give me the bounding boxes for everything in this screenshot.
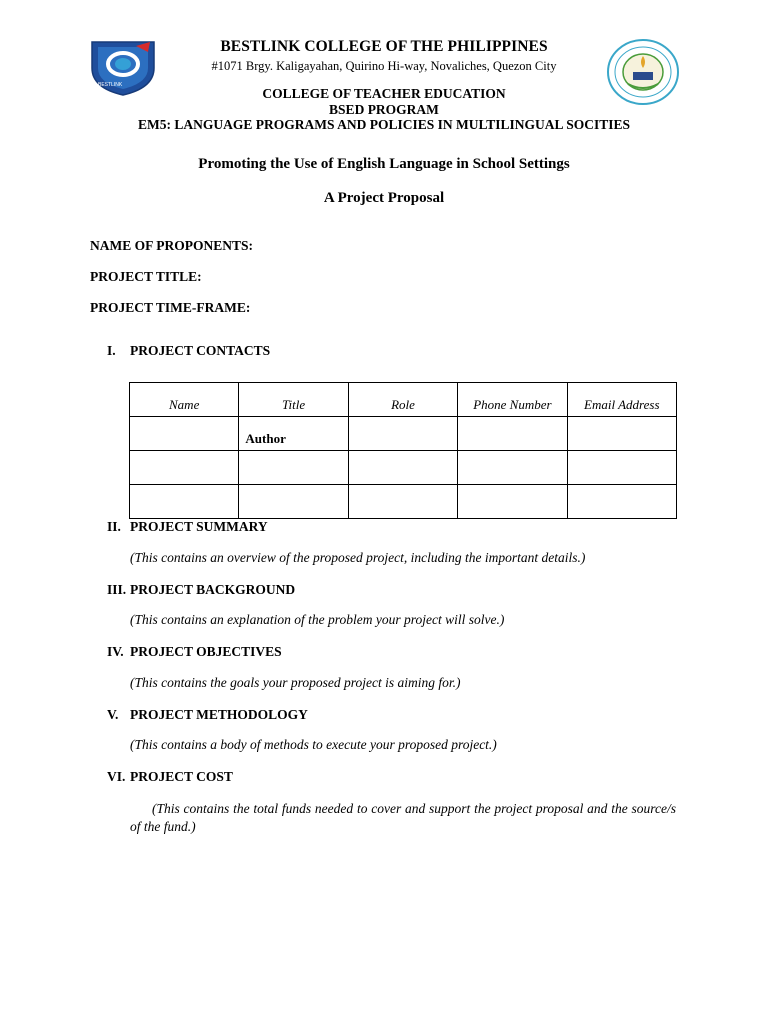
college-address: #1071 Brgy. Kaligayahan, Quirino Hi-way, Novaliches, Quezon City [211,59,557,73]
table-cell [239,451,348,485]
document-title: Promoting the Use of English Language in School Settings [198,156,570,172]
section-title: PROJECT COST [130,769,233,784]
course-title: EM5: LANGUAGE PROGRAMS AND POLICIES IN MULTILINGUAL SOCITIES [138,117,630,132]
table-cell [130,485,239,519]
column-header: Role [348,383,457,417]
section-description: (This contains an explanation of the problem your project will solve.) [130,612,505,627]
section-description: (This contains an overview of the proposed project, including the important details.) [130,550,586,565]
table-cell [458,451,567,485]
section-description: (This contains the goals your proposed project is aiming for.) [130,675,461,690]
table-header-row [130,383,677,417]
table-cell [130,417,239,451]
table-cell [567,485,676,519]
section-number: II. [107,519,121,534]
table-cell [458,485,567,519]
table-row [130,417,677,451]
table-cell [348,451,457,485]
column-header: Email Address [567,383,676,417]
section-number: III. [107,582,127,597]
column-header: Phone Number [458,383,567,417]
section-description: (This contains the total funds needed to cover and support the project proposal and the source/s of the fund.) [130,801,676,834]
proponents-label: NAME OF PROPONENTS: [90,238,253,253]
section-title: PROJECT CONTACTS [130,343,271,358]
svg-text:BESTLINK: BESTLINK [98,82,123,88]
table-cell [567,451,676,485]
contacts-table [129,382,677,519]
table-row [130,451,677,485]
college-name: BESTLINK COLLEGE OF THE PHILIPPINES [220,38,548,55]
column-header: Name [130,383,239,417]
table-cell [348,417,457,451]
time-frame-label: PROJECT TIME-FRAME: [90,300,251,315]
column-header: Title [239,383,348,417]
table-row [130,485,677,519]
table-cell [239,485,348,519]
table-cell [567,417,676,451]
section-number: IV. [107,644,124,659]
department-name: COLLEGE OF TEACHER EDUCATION [262,86,506,101]
document-subtitle: A Project Proposal [323,190,445,206]
table-cell [348,485,457,519]
section-title: PROJECT OBJECTIVES [130,644,282,659]
table-cell [458,417,567,451]
table-cell: Author [239,417,348,451]
table-cell [130,451,239,485]
section-title: PROJECT SUMMARY [130,519,268,534]
section-title: PROJECT METHODOLOGY [130,707,308,722]
section-number: V. [107,707,119,722]
section-title: PROJECT BACKGROUND [130,582,296,597]
section-description: (This contains a body of methods to execute your proposed project.) [130,737,497,752]
section-number: VI. [107,769,126,784]
project-title-label: PROJECT TITLE: [90,269,202,284]
program-name: BSED PROGRAM [329,102,439,117]
section-number: I. [107,343,116,358]
